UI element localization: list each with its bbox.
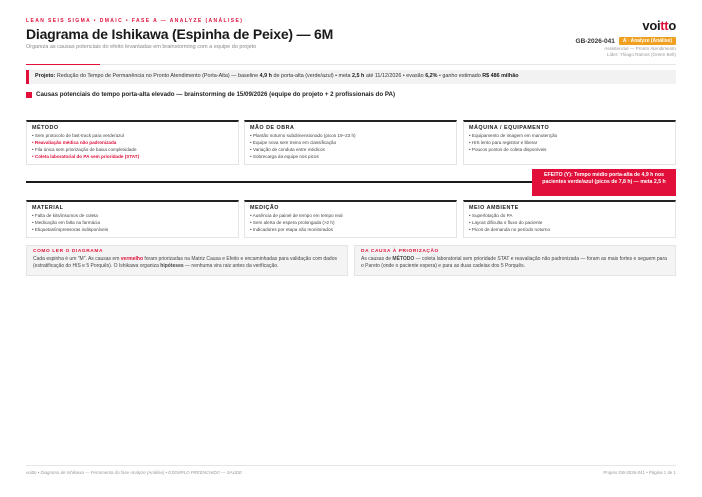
section-heading: Causas potenciais do tempo porta-alta elevado — brainstorming de 15/09/2026 (equipe do projeto + 2 profissionais do PA)	[26, 91, 395, 98]
footer-left: voitto • Diagrama de Ishikawa — Ferramenta da fase Analyze (Análise) • EXEMPLO PREENCHIDO — SAÚDE	[26, 470, 242, 475]
phase-badge: A · Analyze (Análise)	[619, 37, 676, 45]
cause-category-metodo	[26, 120, 239, 165]
cause-item: • Equipe nova sem treino em classificação	[250, 139, 337, 145]
cause-item: • Etiquetas/impressoras indisponíveis	[32, 226, 109, 232]
accent-rule	[26, 64, 100, 65]
cause-item: • Superlotação do PA	[469, 213, 513, 218]
cause-item: • Medicação em falta na farmácia	[32, 219, 100, 225]
cause-item: • Falta de kits/insumos de coleta	[32, 213, 98, 218]
cause-item: • Ausência de painel de tempo em tempo real	[250, 213, 343, 218]
footer-right: Projeto GB-2026-041 • Página 1 de 1	[603, 470, 676, 475]
page	[26, 18, 676, 475]
project-id-line	[576, 37, 676, 45]
cause-item-priority: • Coleta laboratorial do PA sem prioridade (STAT)	[32, 153, 140, 159]
footer-divider	[26, 465, 676, 466]
eyebrow: LEAN SEIS SIGMA • DMAIC • FASE A — ANALYZE (ANÁLISE)	[26, 18, 244, 24]
cause-item: • Sem alerta de espera prolongada (>2 h)	[250, 219, 335, 225]
category-title: MÁQUINA / EQUIPAMENTO	[469, 125, 550, 131]
header-right	[576, 18, 676, 59]
note-title: COMO LER O DIAGRAMA	[33, 249, 104, 254]
cause-category-medicao	[244, 200, 457, 238]
cause-item: • Poucos pontos de coleta disponíveis	[469, 146, 547, 152]
cause-item-priority: • Reavaliação médica não padronizada	[32, 139, 117, 145]
cause-item: • Sobrecarga da equipe nos picos	[250, 153, 319, 159]
category-title: MEIO AMBIENTE	[469, 205, 519, 211]
cause-item: • Sem protocolo de fast-track para verde/azul	[32, 133, 124, 138]
cause-category-maquina	[463, 120, 676, 165]
cause-category-mao-de-obra	[244, 120, 457, 165]
cause-item: • Equipamento de imagem em manutenção	[469, 133, 558, 138]
page-subtitle: Organiza as causas potenciais do efeito levantadas em brainstorming com a equipe do projeto	[26, 44, 257, 50]
effect-box: EFEITO (Y): Tempo médio porta-alta de 4,9 h nos pacientes verde/azul (picos de 7,8 h) — meta 2,5 h	[532, 169, 676, 196]
logo: voitto	[642, 18, 676, 33]
meta-area: Assistencial — Pronto Atendimento	[604, 46, 676, 51]
cause-item: • Plantão noturno subdimensionado (picos 19–23 h)	[250, 133, 356, 138]
fishbone-spine	[26, 181, 532, 183]
note-title: DA CAUSA À PRIORIZAÇÃO	[361, 249, 439, 254]
cause-item: • Indicadores por etapa não monitorados	[250, 226, 333, 232]
project-code: GB-2026-041	[575, 37, 615, 45]
cause-item: • Picos de demanda no período noturno	[469, 226, 551, 232]
meta-leader: Líder: Thiago Ramos (Green Belt)	[606, 52, 676, 58]
cause-item: • HIS lento para registrar e liberar	[469, 139, 538, 145]
cause-item: • Fila única sem priorização de baixa complexidade	[32, 146, 137, 152]
note-prioritization	[354, 245, 676, 276]
square-bullet-icon	[26, 92, 32, 98]
category-title: MÉTODO	[32, 125, 59, 131]
category-title: MATERIAL	[32, 205, 64, 211]
cause-item: • Variação de conduta entre médicos	[250, 146, 325, 152]
note-text: Cada espinha é um "M". As causas em vermelho foram priorizadas na Matriz Causa e Efeito e encaminhadas para validação com dados (estratificação do HIS e 5 Porquês). O Ishikawa organiza hipóteses — nenhuma vira raiz antes da verificação.	[33, 256, 337, 270]
category-title: MÃO DE OBRA	[250, 125, 295, 131]
note-text: As causas de MÉTODO — coleta laboratorial sem prioridade STAT e reavaliação não padronizada — foram as mais fortes e seguem para o Pareto (onde o paciente espera) e para as duas cadeias dos 5 Porquês.	[361, 256, 667, 270]
cause-category-material	[26, 200, 239, 238]
cause-category-meio-ambiente	[463, 200, 676, 238]
project-meta	[576, 46, 676, 59]
divider	[100, 64, 676, 65]
page-title: Diagrama de Ishikawa (Espinha de Peixe) — 6M	[26, 26, 334, 42]
project-summary: Projeto: Redução do Tempo de Permanência no Pronto Atendimento (Porta-Alta) — baseline 4,9 h de porta-alta (verde/azul) • meta 2,5 h até 11/12/2026 • evasão 6,2% • ganho estimado R$ 486 milhão	[26, 70, 676, 84]
cause-item: • Layout dificulta o fluxo do paciente	[469, 219, 543, 225]
note-how-to-read	[26, 245, 348, 276]
category-title: MEDIÇÃO	[250, 205, 279, 211]
